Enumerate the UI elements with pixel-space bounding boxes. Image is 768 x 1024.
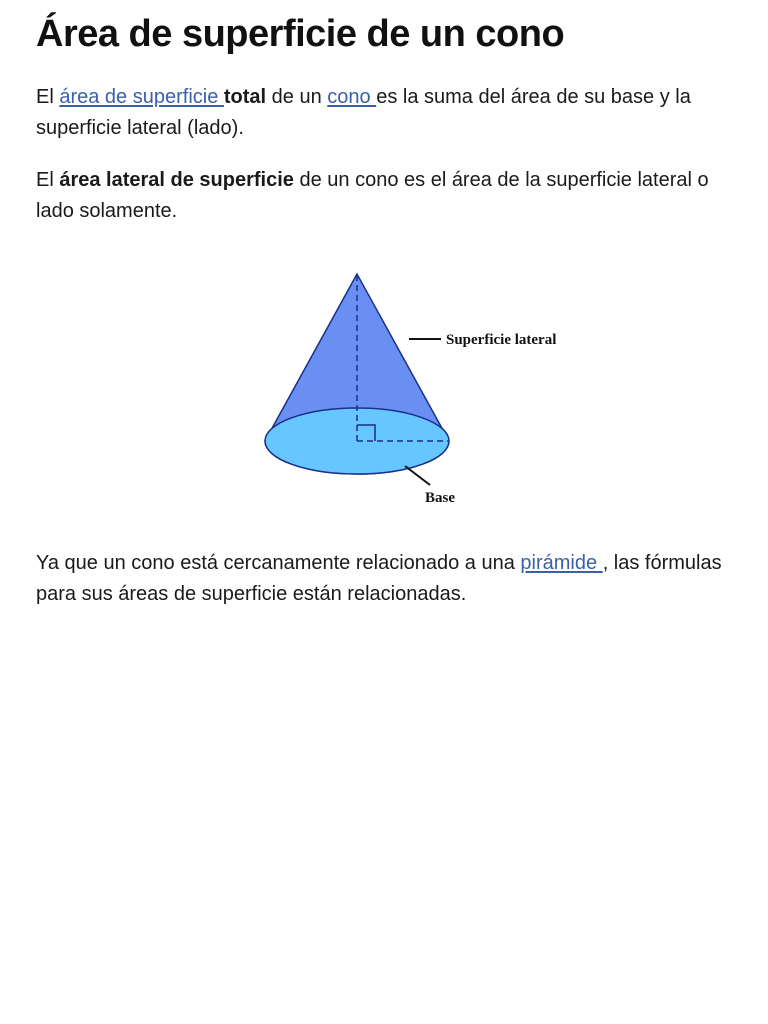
base-leader-line: [405, 466, 430, 485]
cone-figure: [264, 265, 584, 510]
link-piramide[interactable]: pirámide: [520, 552, 603, 574]
text: El: [36, 86, 60, 108]
paragraph-pyramid-relation: [36, 548, 736, 610]
bold-area-lateral: área lateral de superficie: [59, 169, 294, 191]
paragraph-total-area: [36, 82, 736, 144]
text: es la suma del área de su base y la superficie lateral (lado).: [36, 86, 691, 139]
link-area-de-superficie[interactable]: área de superficie: [59, 86, 224, 108]
text: Ya que un cono está cercanamente relacionado a una: [36, 552, 521, 574]
label-superficie-lateral: Superficie lateral: [446, 332, 557, 348]
page-title: Área de superficie de un cono: [36, 13, 565, 55]
text: El: [36, 169, 60, 191]
cone-diagram: [264, 265, 584, 510]
label-base: Base: [425, 490, 455, 506]
paragraph-lateral-area: [36, 165, 736, 227]
link-cono[interactable]: cono: [327, 86, 377, 108]
text: de un: [266, 86, 328, 108]
text: de un cono es el área de la superficie lateral o lado solamente.: [36, 169, 709, 222]
bold-total: total: [223, 86, 267, 108]
text: , las fórmulas para sus áreas de superficie están relacionadas.: [36, 552, 722, 605]
